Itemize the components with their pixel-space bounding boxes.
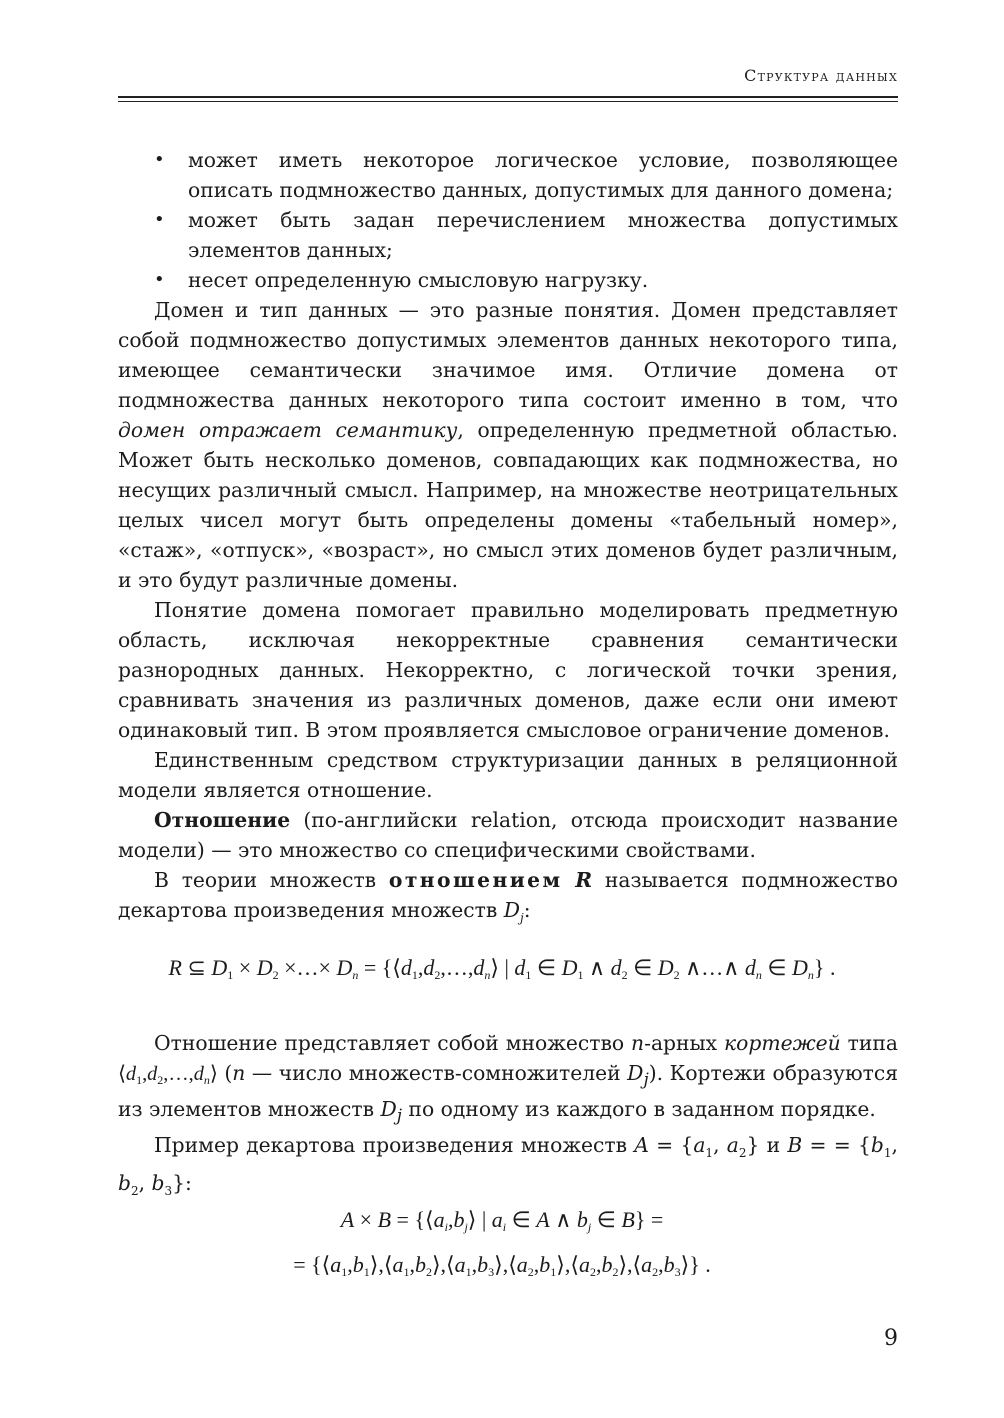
running-header: Структура данных <box>744 66 898 85</box>
header-rule-thick <box>118 96 898 98</box>
formula-cartesian-result: = $\{⟨a_1,b_1⟩,⟨a_1,b_2⟩,⟨a_1,b_3⟩,⟨a_2,b_1⟩,⟨a_2,b_2⟩,⟨a_2,b_3⟩\}$ . <box>293 1252 711 1279</box>
paragraph-set-theory: В теории множеств отношением R называется подмножество декартова произведения множеств $D_j$: <box>118 868 898 926</box>
list-item: • может быть задан перечислением множества допустимых элементов данных; <box>118 205 898 265</box>
list-item: • несет определенную смысловую нагрузку. <box>118 265 898 295</box>
paragraph-domain-purpose: Понятие домена помогает правильно моделировать предметную область, исключая некорректные сравнения семантически разнородных данных. Некорректно, с логической точки зрения, сравнивать значения из различных доменов, даже если они имеют одинаковый тип. В этом проявляется смысловое ограничение доменов. <box>118 598 898 742</box>
lower-body <box>118 1028 898 1206</box>
formula-relation: R ⊆ $D_1 \times D_2$ ×…× $D_n$ = {$⟨d_1,d_2,\dots,d_n⟩$ | $d_1$ ∈ $D_1$ ∧ $d_2$ ∈ $D_2$ ∧…∧ $d_n$ ∈ $D_n$} . <box>168 955 836 982</box>
bullet-icon: • <box>154 149 165 170</box>
paragraph-tuples: Отношение представляет собой множество n-арных кортежей типа $⟨d_1,d_2,\dots,d_n⟩$ (n — число множеств-сомножителей $D_j$). Кортежи образуются из элементов множеств $D_j$ по одному из каждого в заданном порядке. <box>118 1031 899 1126</box>
bullet-icon: • <box>154 269 165 290</box>
bullet-list <box>118 145 898 295</box>
page-number: 9 <box>884 1326 898 1351</box>
paragraph-domain-vs-type: Домен и тип данных — это разные понятия. Домен представляет собой подмножество допустимых элементов данных некоторого типа, имеющее семантически значимое имя. Отличие домена от подмножества данных некоторого типа состоит именно в том, что домен отражает семантику, определенную предметной областью. Может быть несколько доменов, совпадающих как подмножества, но несущих различный смысл. Например, на множестве неотрицательных целых чисел могут быть определены домены «табельный номер», «стаж», «отпуск», «возраст», но смысл этих доменов будет различным, и это будут различные домены. <box>118 298 899 592</box>
tuple-notation: $⟨d_1,d_2,\dots,d_n⟩$ <box>118 1063 218 1087</box>
paragraph-structuring: Единственным средством структуризации данных в реляционной модели является отношение. <box>118 748 898 802</box>
page-body <box>118 145 898 933</box>
bullet-icon: • <box>154 209 165 230</box>
formula-cartesian-definition: $A \times B = \{⟨a_i,b_j⟩$ | $a_i$ ∈ A ∧ $b_j$ ∈ B} = <box>340 1207 664 1234</box>
paragraph-example: Пример декартова произведения множеств $A = \{a_1$, $a_2$} и B = = {$b_1$, $b_2$, $b_3$}: <box>118 1133 898 1199</box>
paragraph-relation-definition: Отношение (по-английски relation, отсюда происходит название модели) — это множество со специфическими свойствами. <box>118 808 898 862</box>
header-rule-thin <box>118 101 898 102</box>
list-item: • может иметь некоторое логическое условие, позволяющее описать подмножество данных, допустимых для данного домена; <box>118 145 898 205</box>
